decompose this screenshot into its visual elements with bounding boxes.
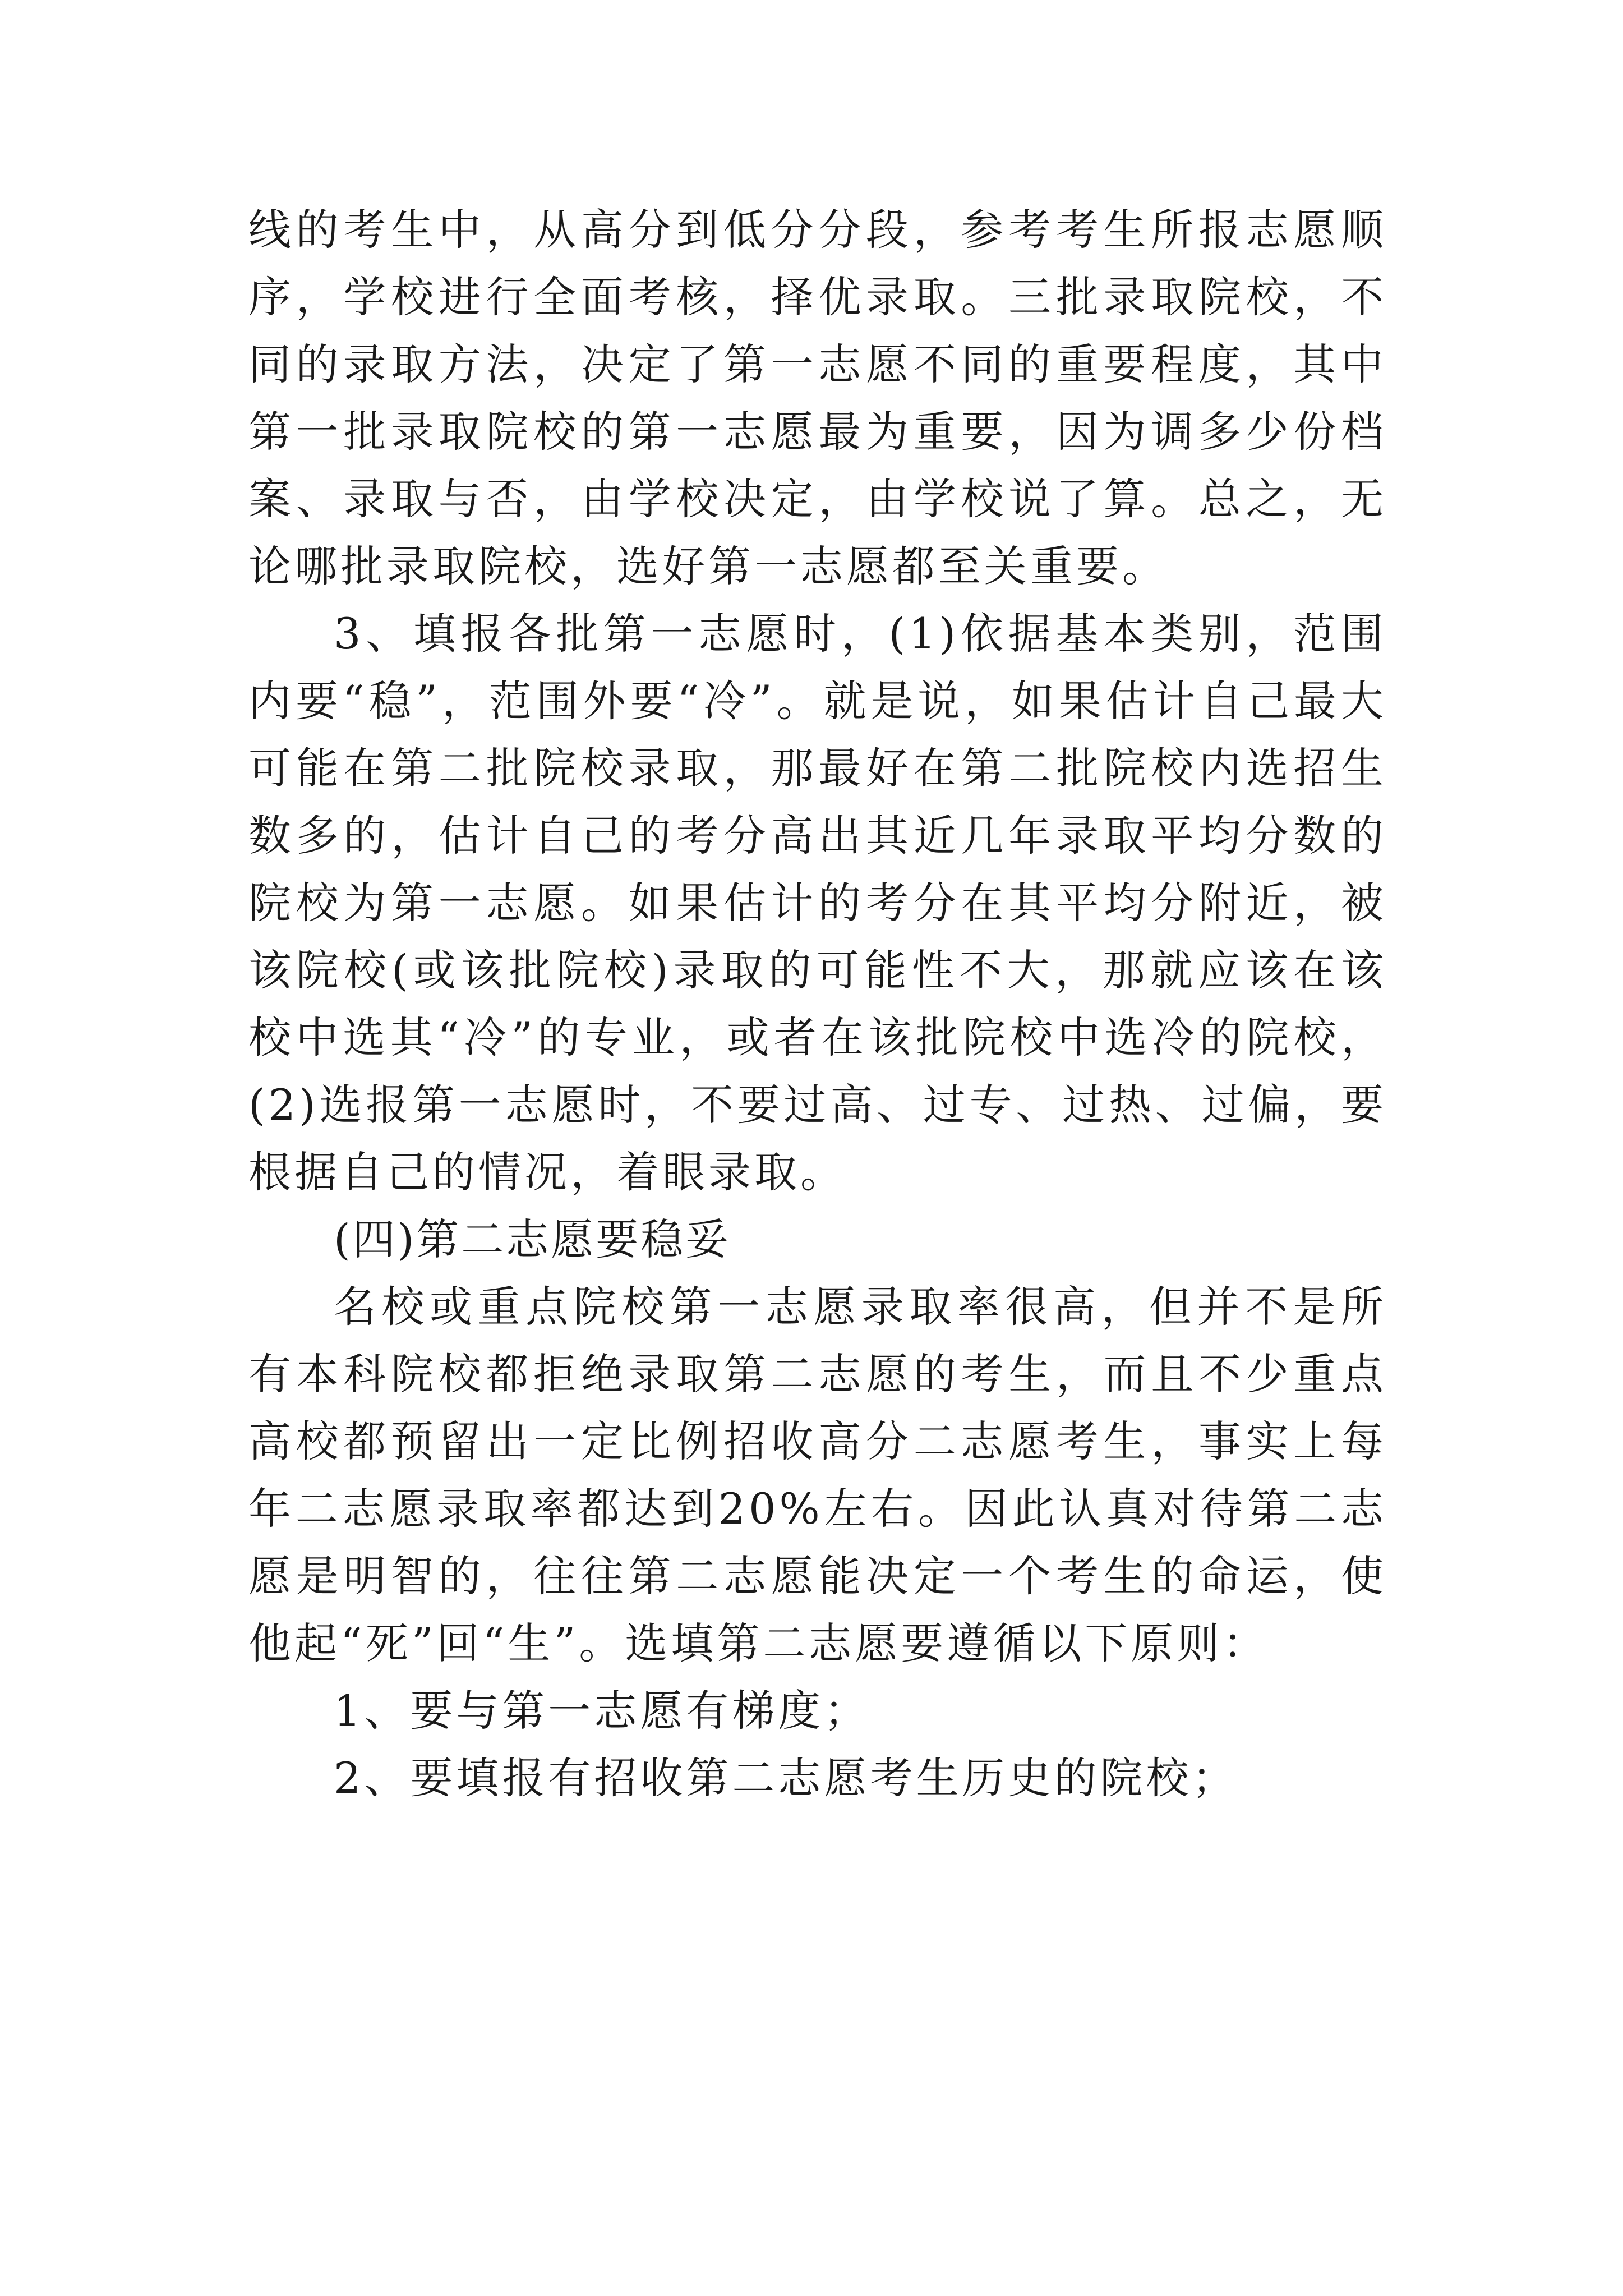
section-heading: (四)第二志愿要稳妥 bbox=[334, 1214, 731, 1264]
list-item-2: 2、要填报有招收第二志愿考生历史的院校； bbox=[334, 1753, 1238, 1803]
paragraph-continued: 线的考生中，从高分到低分分段，参考考生所报志愿顺序，学校进行全面考核，择优录取。三批录取院校，不同的录取方法，决定了第一志愿不同的重要程度，其中第一批录取院校的第一志愿最为重要，因为调多少份档案、录取与否，由学校决定，由学校说了算。总之，无论哪批录取院校，选好第一志愿都至关重要。 bbox=[248, 205, 1387, 591]
paragraph-item-3: 3、填报各批第一志愿时，(1)依据基本类别，范围内要“稳”，范围外要“冷”。就是说，如果估计自己最大可能在第二批院校录取，那最好在第二批院校内选招生数多的，估计自己的考分高出其近几年录取平均分数的院校为第一志愿。如果估计的考分在其平均分附近，被该院校(或该批院校)录取的可能性不大，那就应该在该校中选其“冷”的专业，或者在该批院校中选冷的院校，(2)选报第一志愿时，不要过高、过专、过热、过偏，要根据自己的情况，着眼录取。 bbox=[248, 609, 1387, 1197]
paragraph-second-choice: 名校或重点院校第一志愿录取率很高，但并不是所有本科院校都拒绝录取第二志愿的考生，而且不少重点高校都预留出一定比例招收高分二志愿考生，事实上每年二志愿录取率都达到20%左右。因此认真对待第二志愿是明智的，往往第二志愿能决定一个考生的命运，使他起“死”回“生”。选填第二志愿要遵循以下原则： bbox=[248, 1282, 1387, 1668]
document-body bbox=[248, 196, 1387, 1812]
list-item-1: 1、要与第一志愿有梯度； bbox=[334, 1686, 870, 1736]
